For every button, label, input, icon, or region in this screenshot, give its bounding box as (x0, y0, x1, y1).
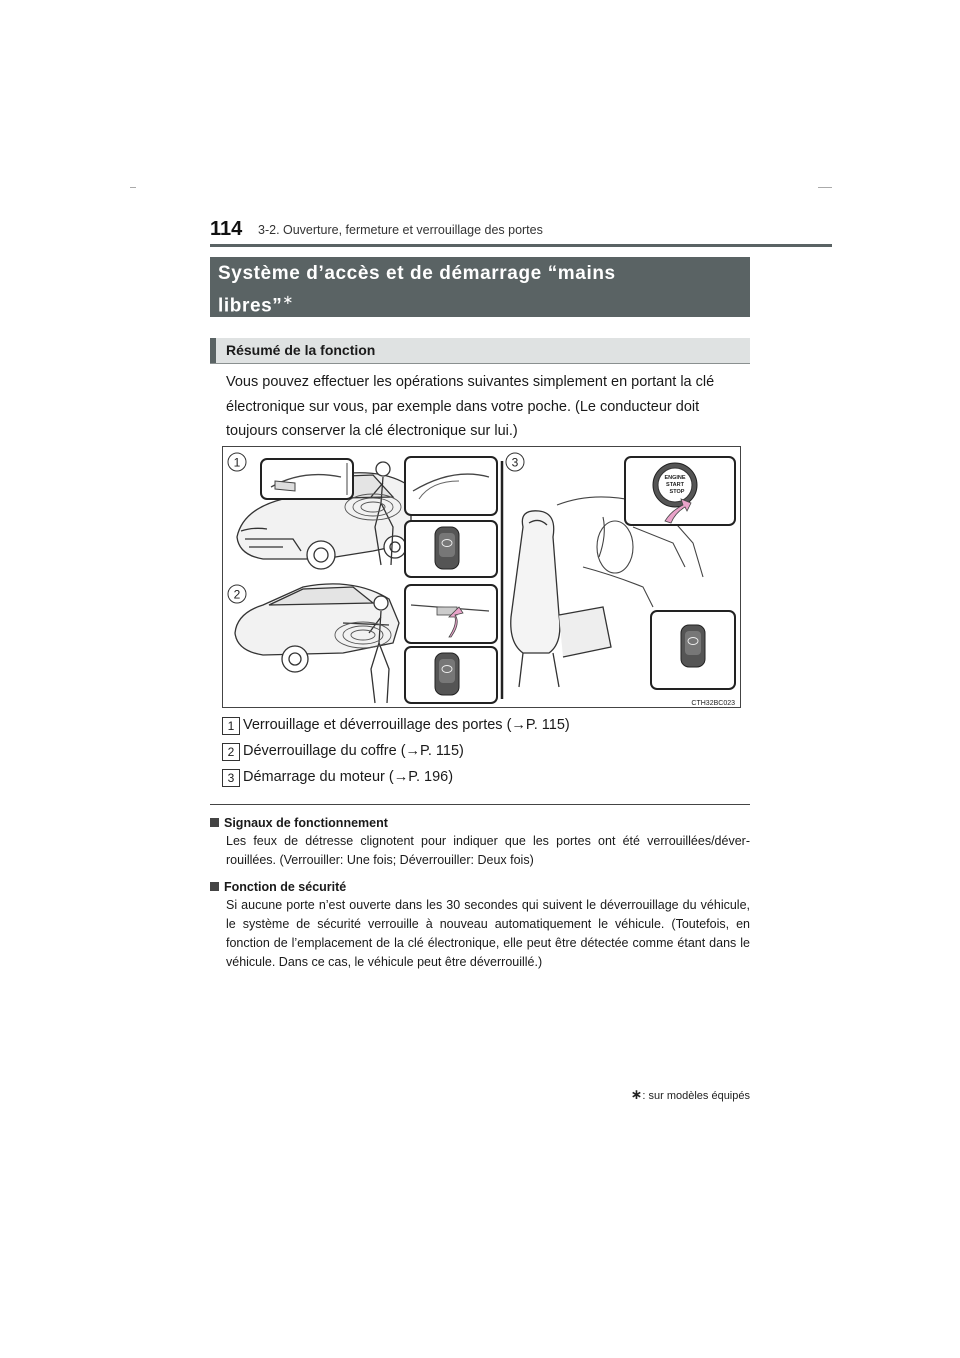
engine-button-inset (625, 457, 735, 525)
note-body: Les feux de détresse clignotent pour indiquer que les portes ont été verrouillées/déver-rouillées. (Verrouiller: Une fois; Déverrouiller: Deux fois) (226, 834, 750, 867)
crop-mark-left (130, 187, 136, 188)
crop-mark-right (818, 187, 832, 188)
callout-1 (228, 453, 246, 471)
square-bullet-icon (210, 882, 219, 891)
intro-line-2: électronique sur vous, par exemple dans votre poche. (Le conducteur doit (226, 398, 700, 415)
square-bullet-icon (210, 818, 219, 827)
section-separator (210, 804, 750, 805)
intro-line-1: Vous pouvez effectuer les opérations suivantes simplement en portant la clé (226, 374, 715, 390)
intro-paragraph (226, 370, 747, 444)
page-title (210, 257, 750, 317)
list-number: 3 (222, 769, 240, 787)
key-fob-icon-3 (651, 611, 735, 689)
callout-2 (228, 585, 246, 603)
note-heading-text: Fonction de sécurité (224, 880, 347, 894)
handle-inset-1 (261, 459, 353, 499)
page-number: 114 (210, 218, 243, 240)
handle-inset-2 (405, 457, 497, 515)
button-text-1: ENGINE (664, 475, 686, 481)
page-header (210, 210, 832, 246)
footnote (600, 1086, 750, 1103)
key-fob-icon-1 (405, 521, 497, 577)
feature-list (222, 712, 742, 790)
figure-code: CTH32BC023 (691, 700, 735, 707)
note-security (210, 878, 750, 972)
key-fob-icon-2 (405, 647, 497, 703)
note-signals (210, 814, 750, 870)
button-text-3: STOP (669, 489, 685, 495)
title-line-2-text: libres” (218, 295, 283, 317)
trunk-inset (405, 585, 497, 643)
note-heading-text: Signaux de fonctionnement (224, 816, 388, 830)
list-text: Démarrage du moteur (→P. 196) (243, 769, 454, 785)
list-item (222, 712, 742, 738)
footnote-text: : sur modèles équipés (642, 1090, 750, 1102)
callout-1-label: 1 (233, 455, 241, 470)
subheading: Résumé de la fonction (210, 338, 750, 363)
list-number: 2 (222, 743, 240, 761)
header-rule (210, 244, 832, 247)
list-item (222, 764, 742, 790)
note-body: Si aucune porte n’est ouverte dans les 30 secondes qui suivent le déverrouillage du véhicule, le système de sécurité verrouille à nouveau automatiquement le véhicule. (Toutefois, en fonction de l’emplacement de la clé électronique, elle peut être détectée comme étant dans le véhicule. Dans ce cas, le véhicule peut être déverrouillé.) (226, 898, 750, 969)
callout-2-label: 2 (233, 587, 241, 602)
list-number: 1 (222, 717, 240, 735)
note-heading (210, 878, 750, 896)
title-marker: ∗ (282, 292, 294, 307)
title-line-2 (218, 287, 742, 319)
car-seat-icon (511, 511, 611, 687)
list-text: Verrouillage et déverrouillage des portes (→P. 115) (243, 717, 570, 733)
note-heading (210, 814, 750, 832)
list-item (222, 738, 742, 764)
callout-3-label: 3 (511, 455, 519, 470)
illustration (222, 446, 741, 708)
footnote-star: ∗ (630, 1086, 643, 1102)
button-text-2: START (666, 482, 684, 488)
section-title: 3-2. Ouverture, fermeture et verrouillage des portes (258, 223, 543, 237)
list-text: Déverrouillage du coffre (→P. 115) (243, 743, 464, 759)
callout-3 (506, 453, 524, 471)
intro-line-3: toujours conserver la clé électronique sur lui.) (226, 423, 518, 439)
illustration-drawing (223, 447, 742, 709)
subheading-rule (210, 363, 750, 364)
title-line-1: Système d’accès et de démarrage “mains (218, 263, 616, 284)
